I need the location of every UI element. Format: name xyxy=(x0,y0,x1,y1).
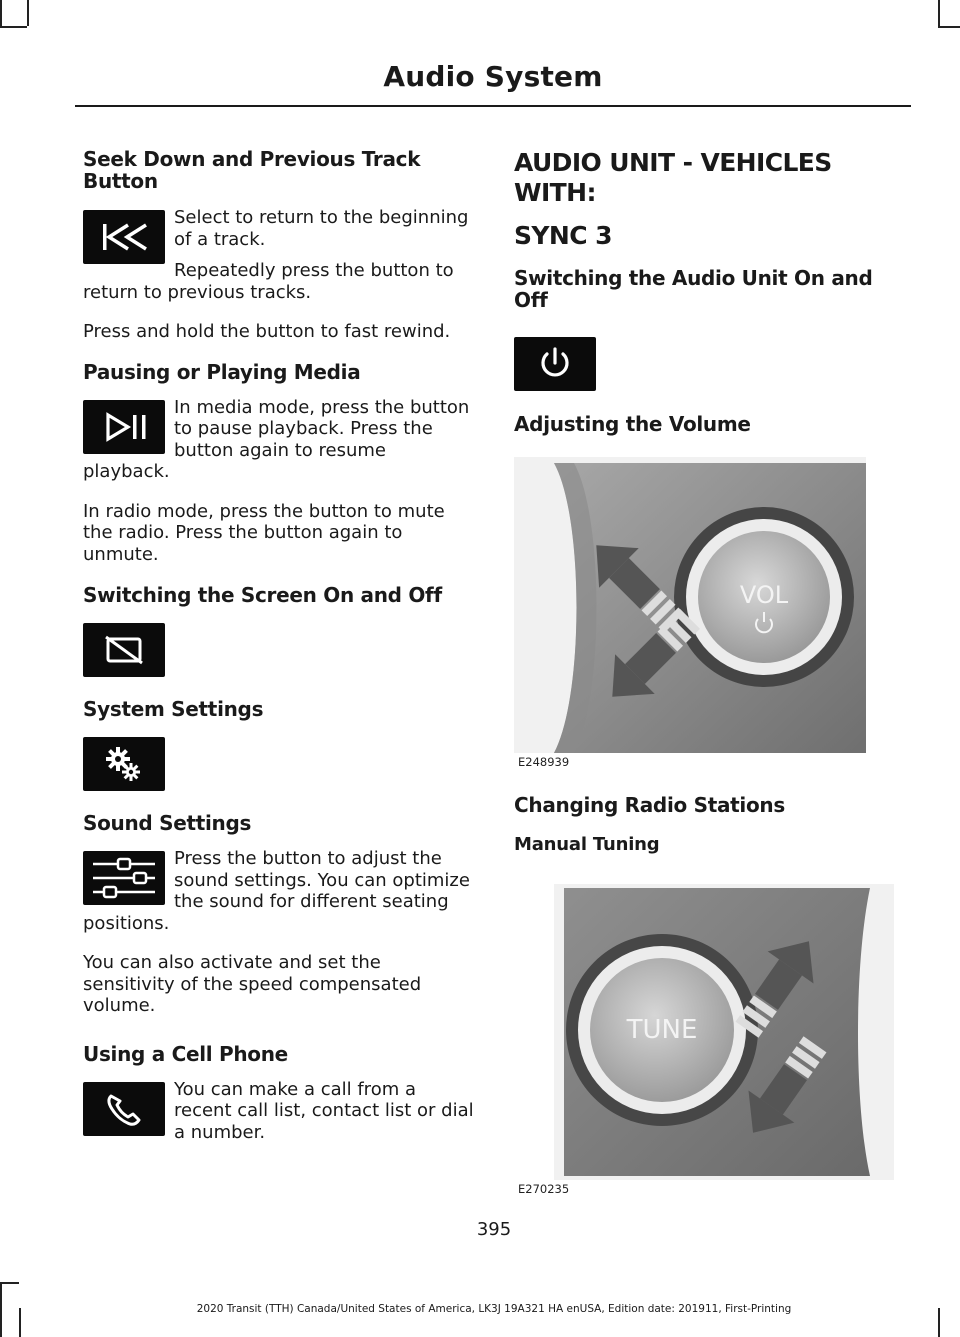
play-pause-icon xyxy=(83,400,165,454)
crop-mark xyxy=(0,26,27,28)
section-heading-screen: Switching the Screen On and Off xyxy=(83,583,442,607)
pause-text-1: In media mode, press the button to pause playback. Press the button again to resume playback. xyxy=(83,396,470,482)
crop-mark xyxy=(0,0,2,26)
pause-text-2: In radio mode, press the button to mute the radio. Press the button again to unmute. xyxy=(83,500,445,565)
equalizer-icon xyxy=(83,851,165,905)
screen-off-icon xyxy=(83,623,165,677)
section-heading-seek: Seek Down and Previous Track Button xyxy=(83,147,421,193)
image-code: E270235 xyxy=(518,1182,570,1196)
section-heading-system: System Settings xyxy=(83,697,264,721)
section-heading-volume: Adjusting the Volume xyxy=(514,412,751,436)
header-rule xyxy=(75,105,911,107)
crop-mark xyxy=(27,0,29,26)
section-heading-pause: Pausing or Playing Media xyxy=(83,359,361,384)
crop-mark xyxy=(938,26,960,28)
skip-previous-icon xyxy=(83,210,165,264)
seek-text-1: Select to return to the beginning of a track. xyxy=(174,207,469,250)
subheading-manual-tuning: Manual Tuning xyxy=(514,834,660,855)
main-heading-audio-unit: AUDIO UNIT - VEHICLES WITH: xyxy=(514,148,832,207)
footer-text: 2020 Transit (TTH) Canada/United States of America, LK3J 19A321 HA enUSA, Edition date: 201911, First-Printing xyxy=(196,1303,792,1315)
section-heading-sound: Sound Settings xyxy=(83,811,252,835)
section-heading-power: Switching the Audio Unit On and Off xyxy=(514,266,873,312)
crop-mark xyxy=(938,0,940,26)
volume-knob-photo xyxy=(514,457,866,753)
vol-knob-label: VOL xyxy=(739,581,789,609)
sound-text-2: You can also activate and set the sensitivity of the speed compensated volume. xyxy=(83,952,422,1016)
phone-text-1: You can make a call from a recent call list, contact list or dial a number. xyxy=(174,1078,474,1143)
right-column xyxy=(514,148,912,1196)
power-icon xyxy=(514,337,596,391)
section-heading-phone: Using a Cell Phone xyxy=(83,1041,288,1066)
image-code: E248939 xyxy=(518,755,570,769)
crop-mark xyxy=(0,1282,19,1284)
seek-text-3: Press and hold the button to fast rewind. xyxy=(83,321,451,342)
phone-icon xyxy=(83,1082,165,1136)
tune-knob-label: TUNE xyxy=(626,1015,698,1045)
gears-icon xyxy=(83,737,165,791)
left-column xyxy=(83,148,475,1143)
page-number: 395 xyxy=(476,1219,512,1240)
main-heading-sync: SYNC 3 xyxy=(514,221,612,250)
page-title: Audio System xyxy=(383,60,603,93)
seek-text-2: Repeatedly press the button to return to previous tracks. xyxy=(83,260,454,303)
section-heading-radio: Changing Radio Stations xyxy=(514,793,785,817)
tune-knob-photo xyxy=(554,884,894,1180)
sound-text-1: Press the button to adjust the sound settings. You can optimize the sound for different seating positions. xyxy=(83,848,470,934)
